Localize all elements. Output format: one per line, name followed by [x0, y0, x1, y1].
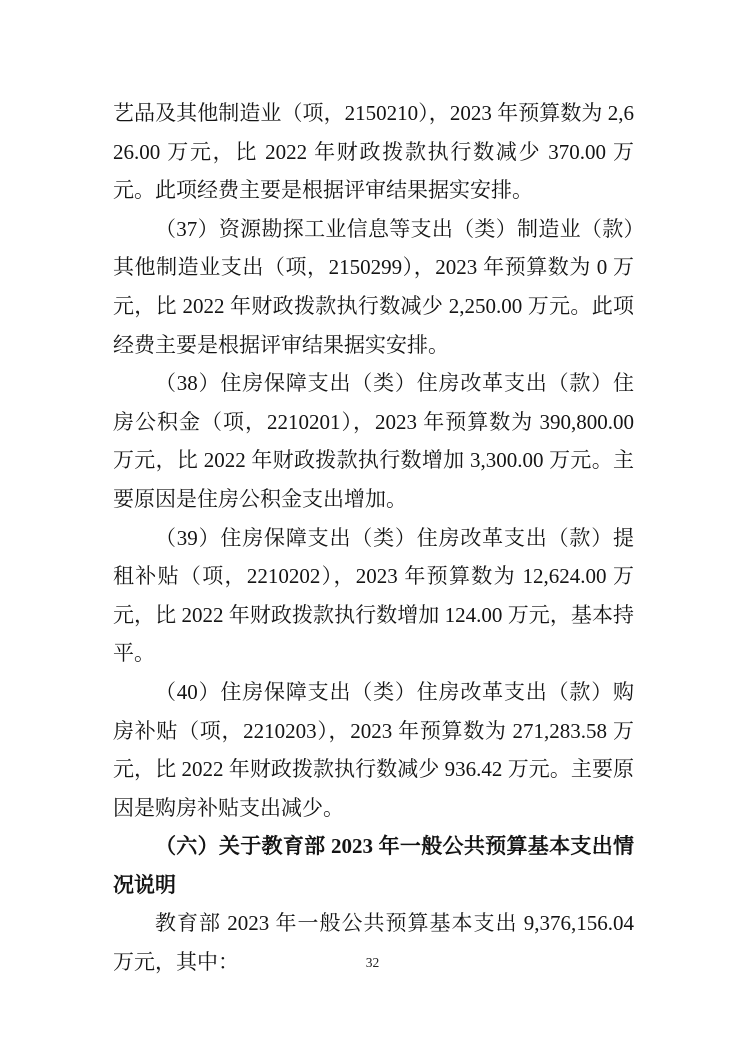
paragraph-item-39: （39）住房保障支出（类）住房改革支出（款）提租补贴（项，2210202），2023 年预算数为 12,624.00 万元，比 2022 年财政拨款执行数增加 124.00 万元，基本持平。: [113, 525, 634, 666]
paragraph-item-37: （37）资源勘探工业信息等支出（类）制造业（款）其他制造业支出（项，2150299），2023 年预算数为 0 万元，比 2022 年财政拨款执行数减少 2,250.00 万元。此项经费主要是根据评审结果据实安排。: [113, 216, 634, 357]
page-number: 32: [365, 955, 380, 970]
paragraph-continuation: 艺品及其他制造业（项，2150210），2023 年预算数为 2,626.00 万元，比 2022 年财政拨款执行数减少 370.00 万元。此项经费主要是根据评审结果据实安排。: [113, 101, 634, 203]
section-heading: （六）关于教育部 2023 年一般公共预算基本支出情况说明: [113, 834, 634, 897]
paragraph-item-40: （40）住房保障支出（类）住房改革支出（款）购房补贴（项，2210203），2023 年预算数为 271,283.58 万元，比 2022 年财政拨款执行数减少 936.42 万元。主要原因是购房补贴支出减少。: [113, 679, 634, 820]
document-content: [113, 94, 634, 982]
paragraph-item-38: （38）住房保障支出（类）住房改革支出（款）住房公积金（项，2210201），2023 年预算数为 390,800.00 万元，比 2022 年财政拨款执行数增加 3,300.00 万元。主要原因是住房公积金支出增加。: [113, 371, 634, 511]
paragraph-basic-expenditure-intro: 教育部 2023 年一般公共预算基本支出 9,376,156.04 万元，其中：: [113, 911, 634, 975]
